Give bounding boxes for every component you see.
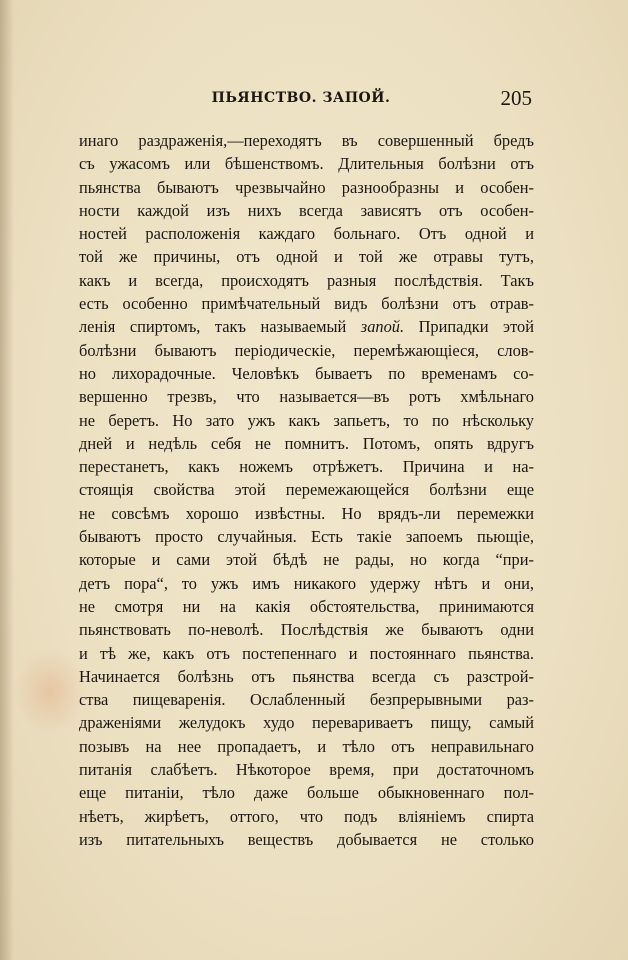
text-line: болѣзни бываютъ періодическіе, перемѣжающіеся, слов- <box>79 340 534 360</box>
text-line: нѣетъ, жирѣетъ, оттого, что подъ вліяніемъ спирта <box>79 806 534 826</box>
text-line: инаго раздраженія,—переходятъ въ совершенный бредъ <box>79 131 534 150</box>
text-line: стоящія свойства этой перемежающейся болѣзни еще <box>79 480 534 500</box>
running-head: ПЬЯНСТВО. ЗАПОЙ. <box>211 90 391 106</box>
text-line: дней и недѣль себя не помнитъ. Потомъ, опять вдругъ <box>79 433 534 453</box>
text-line: позывъ на нее пропадаетъ, и тѣло отъ неправильнаго <box>79 736 534 756</box>
text-line: не смотря ни на какія обстоятельства, принимаются <box>79 596 534 616</box>
text-line: есть особенно примѣчательный видъ болѣзни отъ отрав- <box>79 294 534 314</box>
text-segment: Припадки этой <box>404 317 534 337</box>
text-line: питанія слабѣетъ. Нѣкоторое время, при достаточномъ <box>79 760 534 780</box>
gutter-shadow <box>0 0 14 960</box>
text-line: вершенно трезвъ, что называется—въ ротъ хмѣльнаго <box>79 387 534 407</box>
text-line: перестанетъ, какъ ножемъ отрѣжетъ. Причина и на- <box>79 457 534 477</box>
text-line: ства пищеваренія. Ослабленный безпрерывными раз- <box>79 690 534 710</box>
text-line: Начинается болѣзнь отъ пьянства всегда съ разстрой- <box>79 666 534 686</box>
text-line: какъ и всегда, происходятъ разныя послѣдствія. Такъ <box>79 270 534 290</box>
text-line: той же причины, отъ одной и той же отравы тутъ, <box>79 247 534 267</box>
text-segment: ленія спиртомъ, такъ называемый <box>79 317 347 337</box>
text-line: которые и сами этой бѣдѣ не рады, но когда “при- <box>79 550 534 570</box>
text-line: детъ пора“, то ужъ имъ никакого удержу нѣтъ и они, <box>79 573 534 593</box>
text-line: еще питаніи, тѣло даже больше обыкновеннаго пол- <box>79 783 534 803</box>
text-line: но лихорадочные. Человѣкъ бываетъ по временамъ со- <box>79 363 534 383</box>
text-line: драженіями желудокъ худо перевариваетъ пищу, самый <box>79 713 534 733</box>
text-line: не совсѣмъ хорошо извѣстны. Но врядъ-ли перемежки <box>79 503 534 523</box>
italic-term: запой. <box>360 317 405 337</box>
text-line: бываютъ просто случайныя. Есть такіе запоемъ пьющіе, <box>79 527 534 547</box>
text-line: изъ питательныхъ веществъ добывается не столько <box>79 829 534 849</box>
page-number: 205 <box>500 86 532 110</box>
page-header <box>70 86 532 112</box>
text-line: ностей расположенія каждаго больнаго. Отъ одной и <box>79 224 534 244</box>
body-text <box>79 129 534 851</box>
text-line: пьянства бываютъ чрезвычайно разнообразны и особен- <box>79 177 534 197</box>
text-line: пьянствовать по-неволѣ. Послѣдствія же бываютъ одни <box>79 620 534 640</box>
text-line: съ ужасомъ или бѣшенствомъ. Длительныя болѣзни отъ <box>79 154 534 174</box>
text-line: ности каждой изъ нихъ всегда зависятъ отъ особен- <box>79 200 534 220</box>
text-line-with-italic <box>79 315 534 338</box>
text-line: не беретъ. Но зато ужъ какъ запьетъ, то по нѣскольку <box>79 410 534 430</box>
text-line: и тѣ же, какъ отъ постепеннаго и постояннаго пьянства. <box>79 643 534 663</box>
